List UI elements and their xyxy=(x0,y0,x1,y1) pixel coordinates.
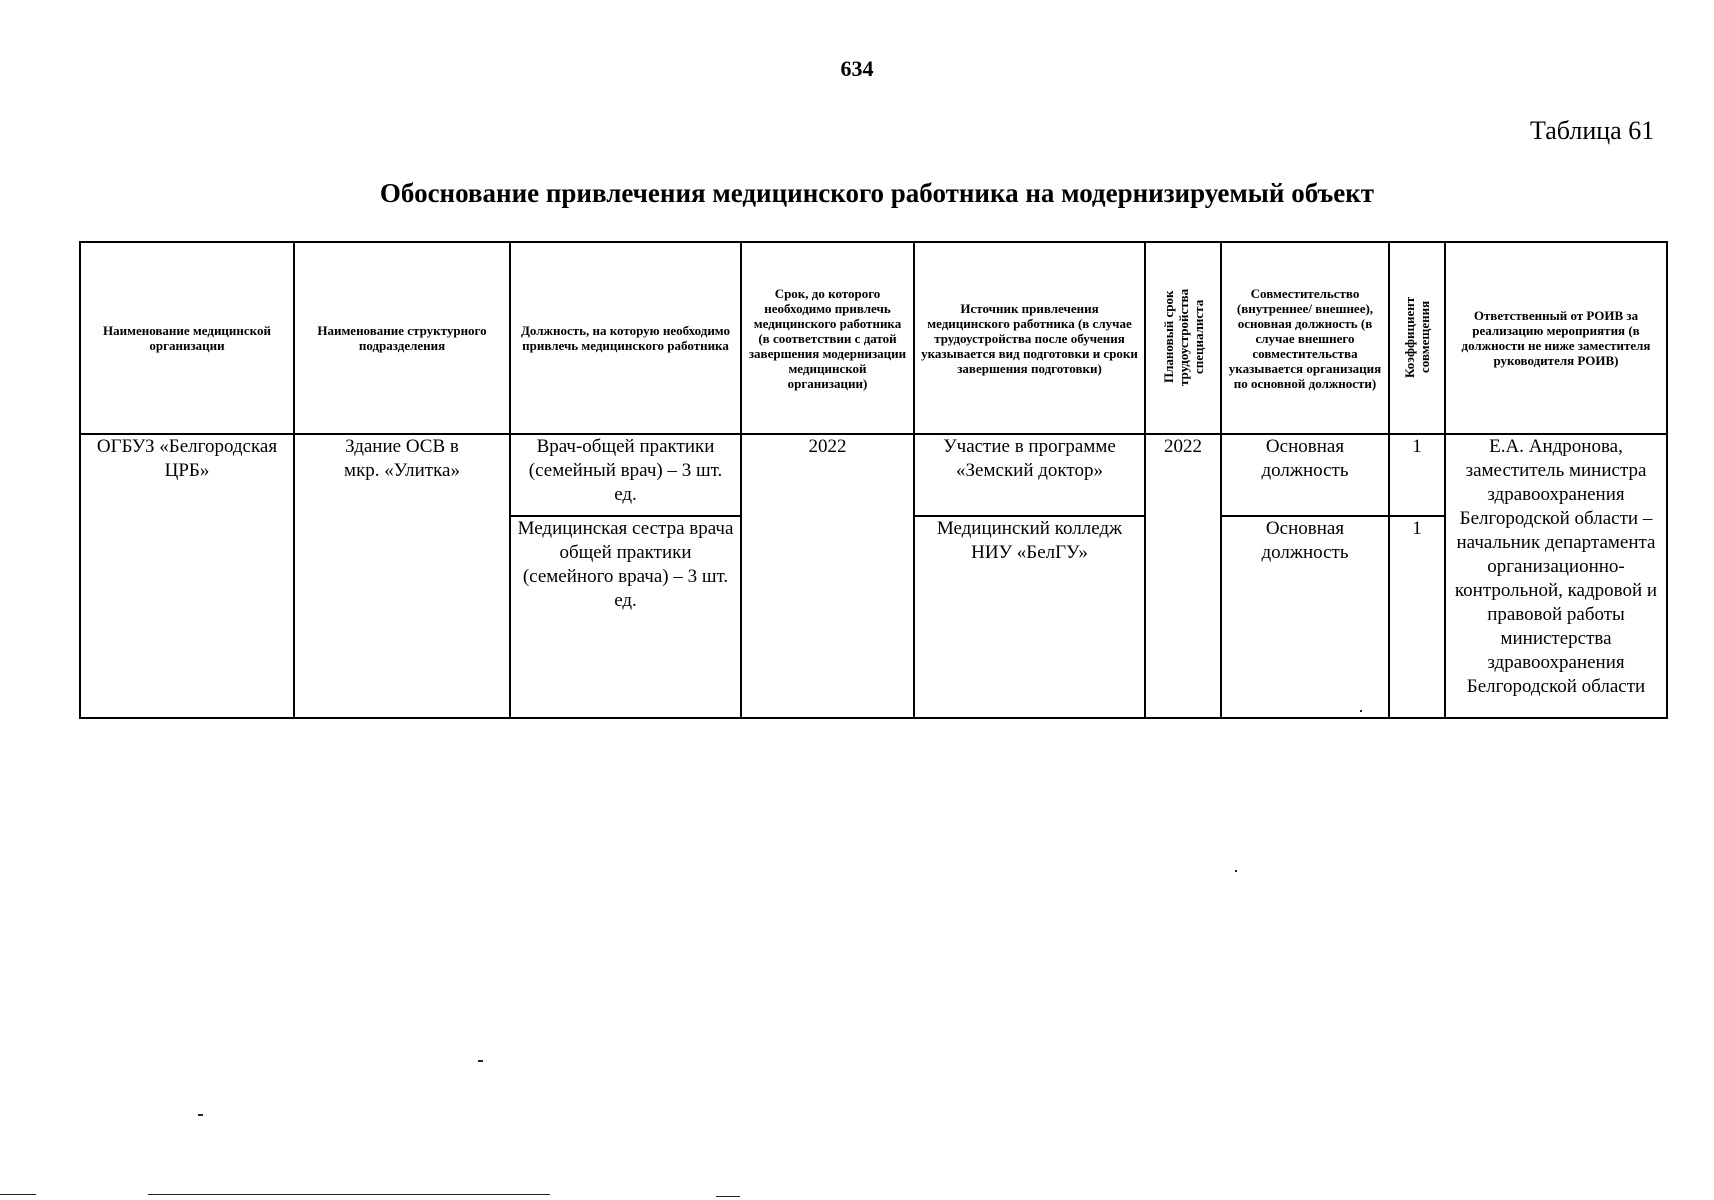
header-subdivision: Наименование структурного подразделения xyxy=(294,242,510,434)
staffing-table xyxy=(79,241,1668,719)
table-label: Таблица 61 xyxy=(1530,116,1655,145)
scan-mark xyxy=(716,1196,740,1197)
responsible-cell: Е.А. Андронова, заместитель министра здравоохранения Белгородской области – начальник департамента организационно-контрольной, кадровой и правовой работы министерства здравоохранения Белгородской области xyxy=(1445,434,1667,718)
organization-cell: ОГБУЗ «Белгородская ЦРБ» xyxy=(80,434,294,718)
planned-term-cell: 2022 xyxy=(1145,434,1221,718)
source-cell: Участие в программе «Земский доктор» xyxy=(914,434,1145,516)
header-source: Источник привлечения медицинского работника (в случае трудоустройства после обучения указывается вид подготовки и сроки завершения подготовки) xyxy=(914,242,1145,434)
table-row xyxy=(80,434,1667,516)
scan-mark xyxy=(478,1060,483,1062)
document-title: Обоснование привлечения медицинского работника на модернизируемый объект xyxy=(379,178,1375,208)
coefficient-cell: 1 xyxy=(1389,434,1445,516)
combination-cell: Основная должность xyxy=(1221,516,1389,718)
subdivision-cell: Здание ОСВ в мкр. «Улитка» xyxy=(294,434,510,718)
scan-mark xyxy=(198,1114,203,1116)
position-cell: Медицинская сестра врача общей практики (семейного врача) – 3 шт. ед. xyxy=(510,516,741,718)
header-deadline: Срок, до которого необходимо привлечь медицинского работника (в соответствии с датой завершения модернизации медицинской организации) xyxy=(741,242,914,434)
header-row xyxy=(80,242,1667,434)
header-responsible: Ответственный от РОИВ за реализацию мероприятия (в должности не ниже заместителя руководителя РОИВ) xyxy=(1445,242,1667,434)
position-cell: Врач-общей практики (семейный врач) – 3 шт. ед. xyxy=(510,434,741,516)
header-combination: Совместительство (внутреннее/ внешнее), основная должность (в случае внешнего совместительства указывается организация по основной должности) xyxy=(1221,242,1389,434)
header-planned-term: Плановый срок трудоустройства специалиста xyxy=(1145,242,1221,434)
coefficient-cell: 1 xyxy=(1389,516,1445,718)
scan-mark xyxy=(1235,870,1237,872)
scan-mark xyxy=(0,1194,36,1195)
deadline-cell: 2022 xyxy=(741,434,914,718)
header-coefficient: Коэффициент совмещения xyxy=(1389,242,1445,434)
combination-cell: Основная должность xyxy=(1221,434,1389,516)
header-organization: Наименование медицинской организации xyxy=(80,242,294,434)
scan-mark xyxy=(1360,710,1362,712)
header-position: Должность, на которую необходимо привлечь медицинского работника xyxy=(510,242,741,434)
source-cell: Медицинский колледж НИУ «БелГУ» xyxy=(914,516,1145,718)
scan-mark xyxy=(148,1194,550,1195)
page-number: 634 xyxy=(840,56,874,81)
